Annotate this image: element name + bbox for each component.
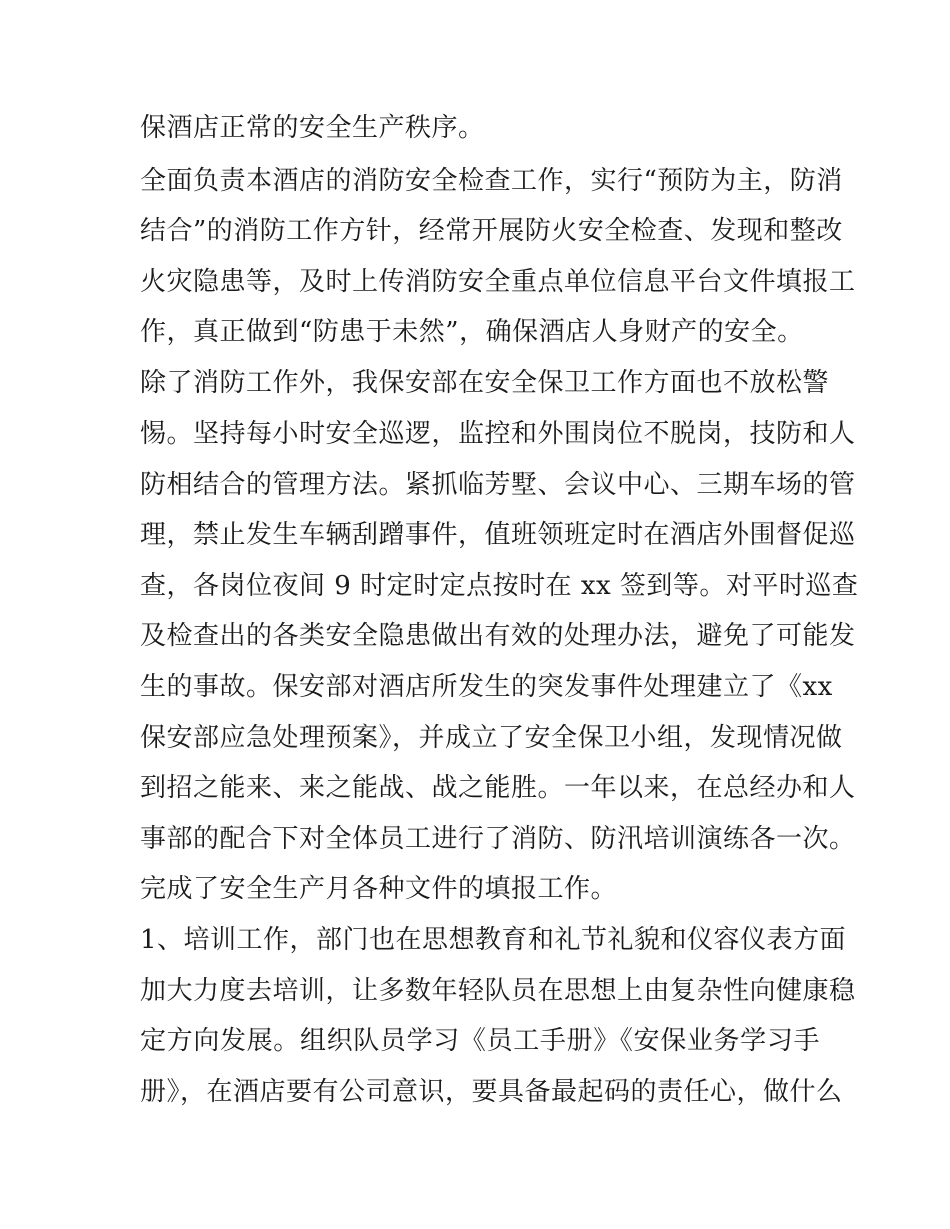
paragraph-line: 惕。坚持每小时安全巡逻，监控和外围岗位不脱岗，技防和人 [140, 419, 856, 449]
paragraph-line: 1、培训工作，部门也在思想教育和礼节礼貌和仪容仪表方面 [140, 925, 847, 955]
paragraph-line: 保安部应急处理预案》，并成立了安全保卫小组，发现情况做 [140, 723, 843, 753]
paragraph-line: 事部的配合下对全体员工进行了消防、防汛培训演练各一次。 [140, 824, 856, 854]
paragraph-line: 理，禁止发生车辆刮蹭事件，值班领班定时在酒店外围督促巡 [140, 520, 856, 550]
paragraph-line: 除了消防工作外，我保安部在安全保卫工作方面也不放松警 [140, 368, 830, 398]
paragraph-line: 生的事故。保安部对酒店所发生的突发事件处理建立了《xx [140, 672, 833, 702]
paragraph-line: 全面负责本酒店的消防安全检查工作，实行“预防为主，防消 [140, 166, 843, 196]
paragraph-line: 册》，在酒店要有公司意识，要具备最起码的责任心，做什么 [140, 1077, 843, 1107]
paragraph-line: 完成了安全生产月各种文件的填报工作。 [140, 874, 618, 904]
paragraph-line: 结合”的消防工作方针，经常开展防火安全检查、发现和整改 [140, 216, 843, 246]
paragraph-line: 查，各岗位夜间 9 时定时定点按时在 xx 签到等。对平时巡查 [140, 571, 859, 601]
paragraph-line: 加大力度去培训，让多数年轻队员在思想上由复杂性向健康稳 [140, 976, 856, 1006]
paragraph-line: 及检查出的各类安全隐患做出有效的处理办法，避免了可能发 [140, 621, 856, 651]
paragraph-line: 到招之能来、来之能战、战之能胜。一年以来，在总经办和人 [140, 773, 856, 803]
paragraph-line: 防相结合的管理方法。紧抓临芳墅、会议中心、三期车场的管 [140, 470, 856, 500]
paragraph-line: 定方向发展。组织队员学习《员工手册》《安保业务学习手 [140, 1026, 820, 1056]
paragraph-line: 作，真正做到“防患于未然”，确保酒店人身财产的安全。 [140, 317, 804, 347]
paragraph-line: 保酒店正常的安全生产秩序。 [140, 113, 485, 143]
paragraph-line: 火灾隐患等，及时上传消防安全重点单位信息平台文件填报工 [140, 267, 856, 297]
